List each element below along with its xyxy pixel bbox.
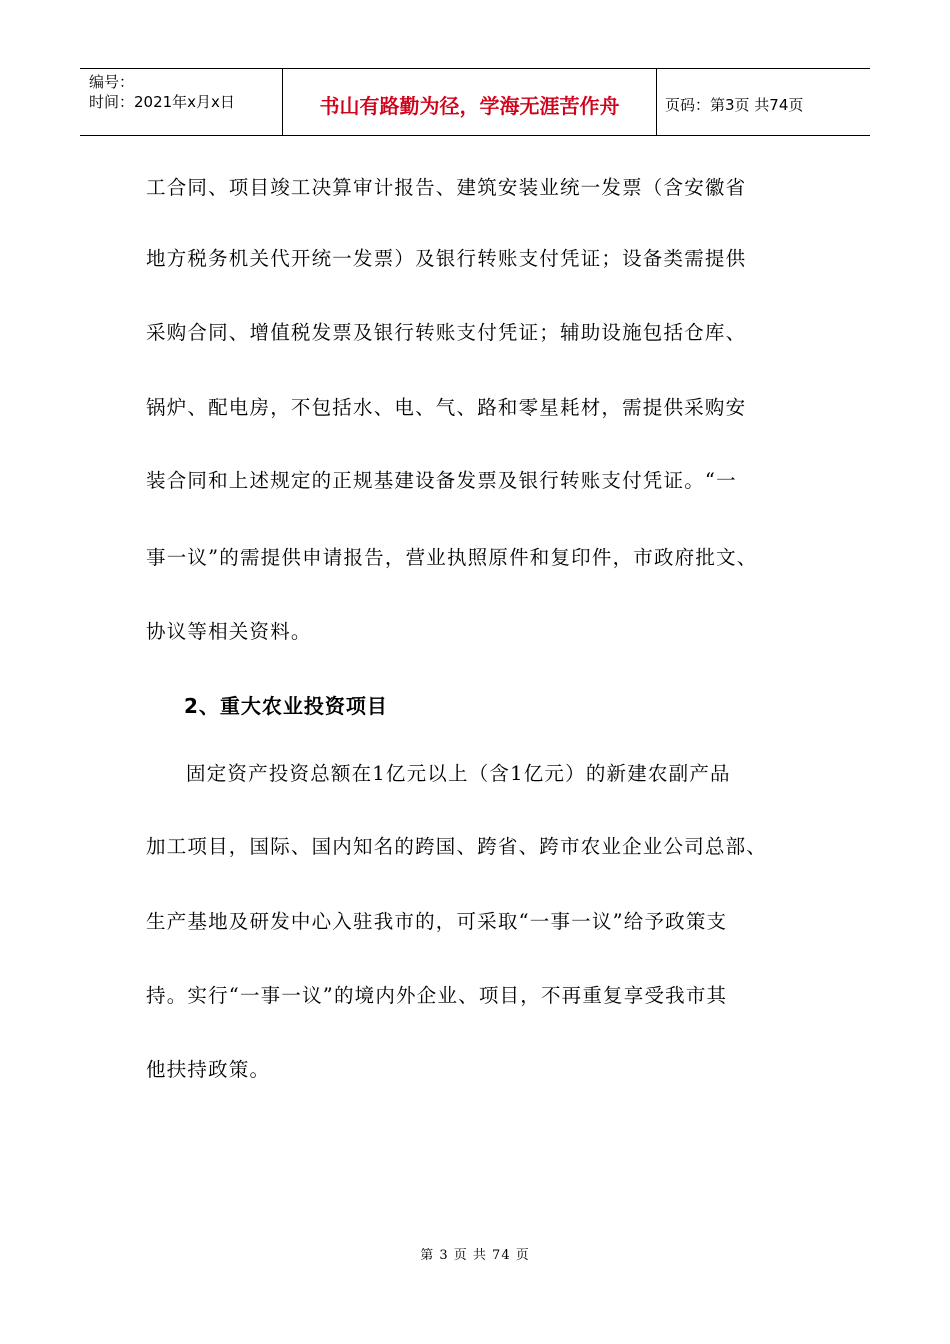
paragraph-line: 采购合同、增值税发票及银行转账支付凭证；辅助设施包括仓库、 xyxy=(146,321,747,344)
paragraph-line: 协议等相关资料。 xyxy=(146,620,312,643)
header-motto: 书山有路勤为径，学海无涯苦作舟 xyxy=(283,69,657,135)
paragraph-line: 持。实行“一事一议”的境内外企业、项目，不再重复享受我市其 xyxy=(146,984,728,1007)
section-heading: 2、重大农业投资项目 xyxy=(184,694,388,718)
page-header xyxy=(80,68,870,136)
paragraph-line: 他扶持政策。 xyxy=(146,1058,271,1081)
paragraph-line: 地方税务机关代开统一发票）及银行转账支付凭证；设备类需提供 xyxy=(146,247,747,270)
paragraph-line: 锅炉、配电房，不包括水、电、气、路和零星耗材，需提供采购安 xyxy=(146,396,747,419)
header-page-info: 页码：第3页 共74页 xyxy=(665,95,804,114)
paragraph-line: 工合同、项目竣工决算审计报告、建筑安装业统一发票（含安徽省 xyxy=(146,176,747,199)
paragraph-line: 生产基地及研发中心入驻我市的，可采取“一事一议”给予政策支 xyxy=(146,910,728,933)
page-footer: 第 3 页 共 74 页 xyxy=(420,1248,530,1263)
paragraph-line: 固定资产投资总额在1亿元以上（含1亿元）的新建农副产品 xyxy=(186,762,731,785)
document-number-label: 编号： xyxy=(89,73,135,91)
paragraph-line: 事一议”的需提供申请报告，营业执照原件和复印件，市政府批文、 xyxy=(146,546,758,569)
paragraph-line: 加工项目，国际、国内知名的跨国、跨省、跨市农业企业公司总部、 xyxy=(146,835,768,858)
document-date-label: 时间：2021年x月x日 xyxy=(89,93,235,111)
paragraph-line: 装合同和上述规定的正规基建设备发票及银行转账支付凭证。“一 xyxy=(146,469,737,492)
header-meta-cell xyxy=(80,69,283,135)
